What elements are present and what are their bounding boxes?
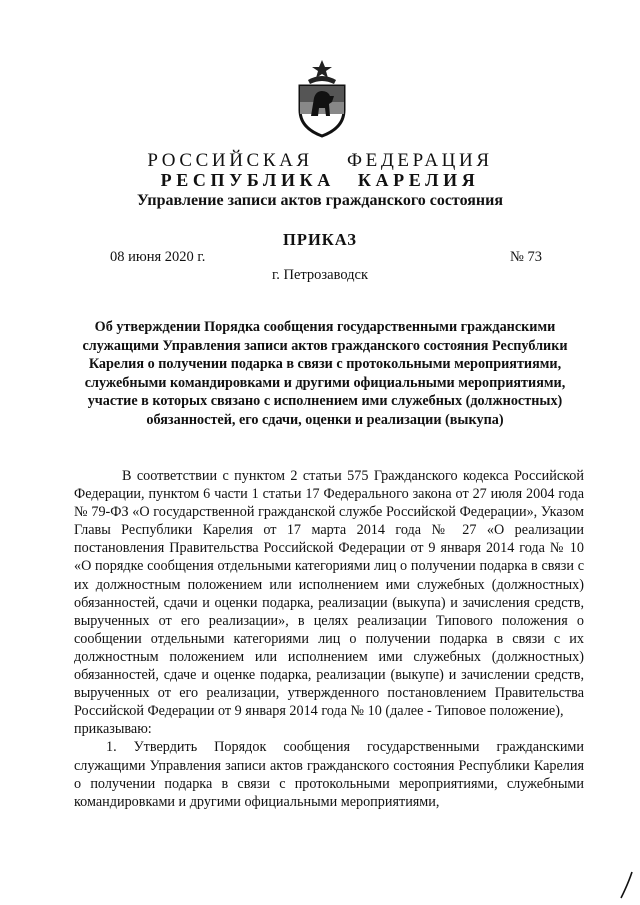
order-city: г. Петрозаводск bbox=[271, 267, 369, 283]
preamble-paragraph: В соответствии с пунктом 2 статьи 575 Гражданского кодекса Российской Федерации, пунктом 6 части 1 статьи 17 Федерального закона от 27 июля 2004 года № 79-ФЗ «О государственной гражданской службе Российской Федерации», Указом Главы Республики Карелия от 17 марта 2014 года № 27 «О реализации постановления Правительства Российской Федерации от 9 января 2014 года № 10 «О порядке сообщения отдельными категориями лиц о получении подарка в связи с их должностным положением или исполнением ими служебных (должностных) обязанностей, сдачи и оценки подарка, реализации (выкупа) и зачисления средств, вырученных от его реализации», в целях реализации Типового положения о сообщении отдельными категориями лиц о получении подарка в связи с их должностным положением или исполнением ими служебных (должностных) обязанностей, сдаче и оценке подарка, реализации (выкупе) и зачислении средств, вырученных от его реализации, утвержденного постановлением Правительства Российской Федерации от 9 января 2014 года № 10 (далее - Типовое положение), bbox=[74, 468, 584, 720]
republic-heading: РЕСПУБЛИКА КАРЕЛИЯ bbox=[160, 170, 480, 190]
order-subject: Об утверждении Порядка сообщения государственными гражданскими служащими Управления записи актов гражданского состояния Республики Карелия о получении подарка в связи с протокольными мероприятиями, служебными командировками и другими официальными мероприятиями, участие в которых связано с исполнением ими служебных (должностных) обязанностей, его сдачи, оценки и реализации (выкупа) bbox=[82, 319, 568, 428]
order-number: № 73 bbox=[510, 249, 542, 265]
country-heading: РОССИЙСКАЯ ФЕДЕРАЦИЯ bbox=[147, 150, 493, 171]
handwritten-mark bbox=[618, 870, 634, 900]
order-word: приказываю: bbox=[74, 721, 152, 738]
order-date: 08 июня 2020 г. bbox=[110, 249, 206, 265]
item-1-paragraph: 1. Утвердить Порядок сообщения государственными гражданскими служащими Управления записи актов гражданского состояния Республики Карелия о получении подарка в связи с протокольными мероприятиями, служебными командировками и другими официальными мероприятиями, bbox=[74, 739, 584, 810]
document-type-title: ПРИКАЗ bbox=[283, 230, 357, 249]
order-body bbox=[74, 467, 584, 811]
agency-heading: Управление записи актов гражданского состояния bbox=[136, 192, 504, 209]
coat-of-arms-emblem bbox=[294, 58, 350, 138]
